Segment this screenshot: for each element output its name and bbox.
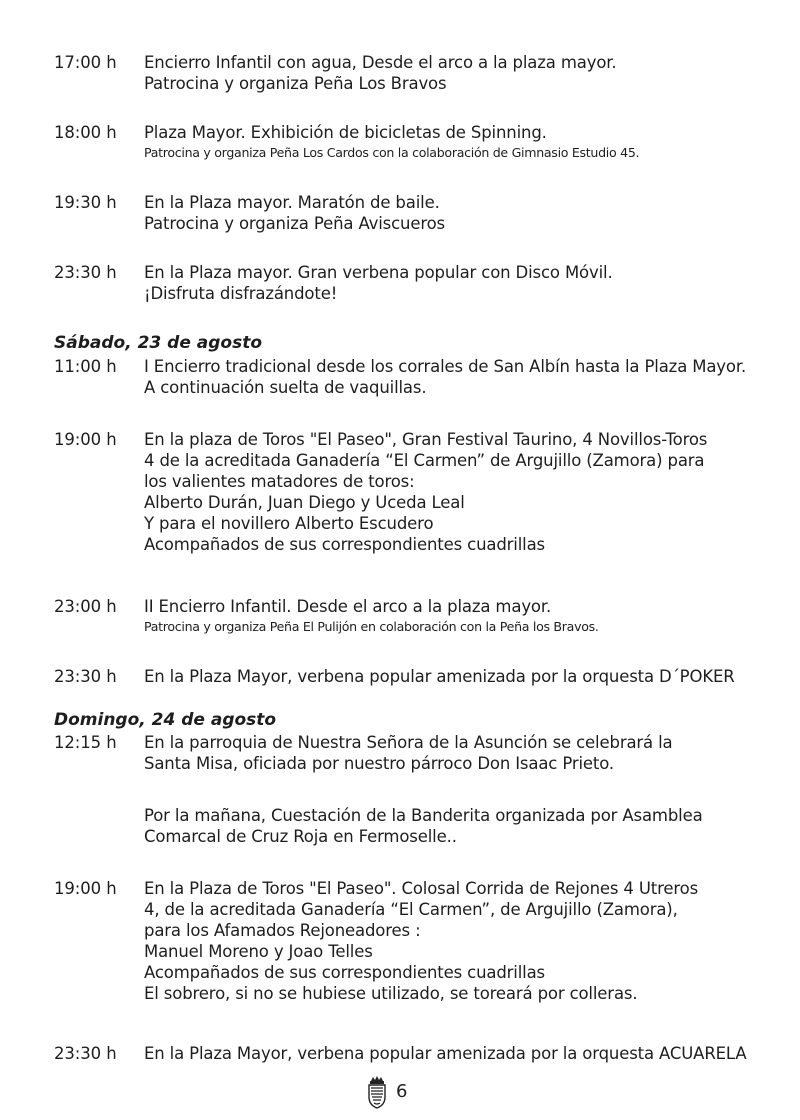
description-line: Acompañados de sus correspondientes cuadrillas xyxy=(144,535,546,554)
entry-description xyxy=(144,666,784,687)
sponsor-note: Patrocina y organiza Peña El Pulijón en colaboración con la Peña los Bravos. xyxy=(144,619,599,634)
description-line: 4 de la acreditada Ganadería “El Carmen” de Argujillo (Zamora) para xyxy=(144,451,705,470)
entry-description xyxy=(144,122,784,163)
description-line: Manuel Moreno y Joao Telles xyxy=(144,942,373,961)
entry-description xyxy=(144,429,784,555)
entry-time: 12:15 h xyxy=(54,733,117,752)
entry-time: 23:00 h xyxy=(54,597,117,616)
entry-description xyxy=(144,1043,784,1064)
description-line: A continuación suelta de vaquillas. xyxy=(144,378,427,397)
description-line: Encierro Infantil con agua, Desde el arco a la plaza mayor. xyxy=(144,53,617,72)
page-footer xyxy=(366,1074,407,1110)
description-line: El sobrero, si no se hubiese utilizado, se toreará por colleras. xyxy=(144,984,638,1003)
entry-time: 19:00 h xyxy=(54,879,117,898)
description-line: ¡Disfruta disfrazándote! xyxy=(144,284,338,303)
entry-time: 19:30 h xyxy=(54,193,117,212)
entry-time: 23:30 h xyxy=(54,667,117,686)
entry-time: 23:30 h xyxy=(54,1044,117,1063)
entry-description xyxy=(144,262,784,304)
day-heading: Sábado, 23 de agosto xyxy=(54,333,263,353)
entry-time: 23:30 h xyxy=(54,263,117,282)
description-line: Plaza Mayor. Exhibición de bicicletas de Spinning. xyxy=(144,123,547,142)
page-number: 6 xyxy=(396,1081,408,1102)
description-line: II Encierro Infantil. Desde el arco a la plaza mayor. xyxy=(144,597,552,616)
entry-description xyxy=(144,356,784,398)
description-line: Patrocina y organiza Peña Los Bravos xyxy=(144,74,447,93)
entry-description xyxy=(144,192,784,234)
entry-description xyxy=(144,805,784,847)
entry-description xyxy=(144,732,784,774)
description-line: Comarcal de Cruz Roja en Fermoselle.. xyxy=(144,827,457,846)
description-line: Por la mañana, Cuestación de la Banderita organizada por Asamblea xyxy=(144,806,703,825)
day-heading: Domingo, 24 de agosto xyxy=(54,710,277,730)
coat-of-arms-icon xyxy=(366,1075,388,1109)
description-line: los valientes matadores de toros: xyxy=(144,472,415,491)
entry-time: 11:00 h xyxy=(54,357,117,376)
description-line: En la parroquia de Nuestra Señora de la Asunción se celebrará la xyxy=(144,733,673,752)
description-line: En la Plaza mayor. Gran verbena popular con Disco Móvil. xyxy=(144,263,613,282)
description-line: Y para el novillero Alberto Escudero xyxy=(144,514,434,533)
description-line: Santa Misa, oficiada por nuestro párroco Don Isaac Prieto. xyxy=(144,754,614,773)
entry-description xyxy=(144,596,784,637)
entry-time: 18:00 h xyxy=(54,123,117,142)
description-line: En la Plaza mayor. Maratón de baile. xyxy=(144,193,440,212)
entry-description xyxy=(144,52,784,94)
description-line: 4, de la acreditada Ganadería “El Carmen”, de Argujillo (Zamora), xyxy=(144,900,678,919)
description-line: Acompañados de sus correspondientes cuadrillas xyxy=(144,963,546,982)
description-line: Alberto Durán, Juan Diego y Uceda Leal xyxy=(144,493,465,512)
description-line: En la Plaza Mayor, verbena popular amenizada por la orquesta ACUARELA xyxy=(144,1044,747,1063)
entry-description xyxy=(144,878,784,1004)
description-line: Patrocina y organiza Peña Aviscueros xyxy=(144,214,446,233)
entry-time: 17:00 h xyxy=(54,53,117,72)
entry-time: 19:00 h xyxy=(54,430,117,449)
description-line: En la Plaza Mayor, verbena popular amenizada por la orquesta D´POKER xyxy=(144,667,735,686)
sponsor-note: Patrocina y organiza Peña Los Cardos con la colaboración de Gimnasio Estudio 45. xyxy=(144,145,640,160)
description-line: para los Afamados Rejoneadores : xyxy=(144,921,421,940)
description-line: En la Plaza de Toros "El Paseo". Colosal Corrida de Rejones 4 Utreros xyxy=(144,879,699,898)
description-line: En la plaza de Toros "El Paseo", Gran Festival Taurino, 4 Novillos-Toros xyxy=(144,430,708,449)
description-line: I Encierro tradicional desde los corrales de San Albín hasta la Plaza Mayor. xyxy=(144,357,747,376)
